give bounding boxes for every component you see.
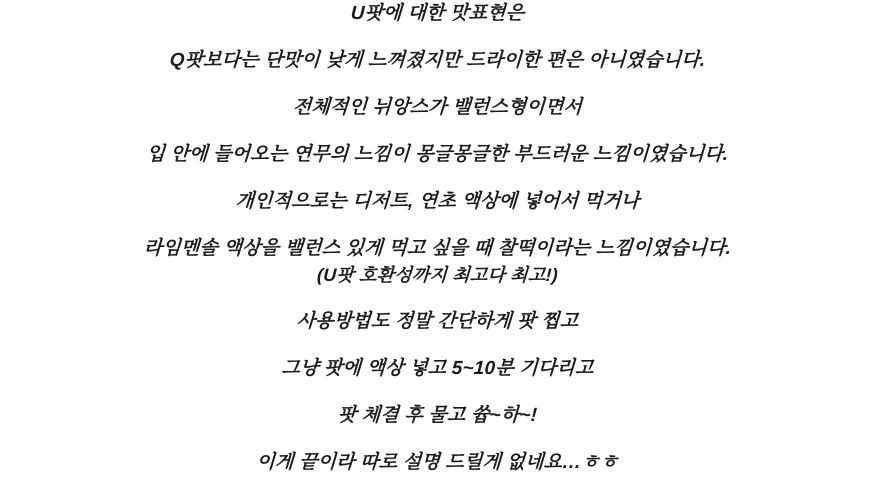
text-line-11: 이게 끝이라 따로 설명 드릴게 없네요…ㅎㅎ: [255, 452, 620, 473]
text-line-2: Q팟보다는 단맛이 낮게 느껴졌지만 드라이한 편은 아니였습니다.: [169, 50, 706, 71]
text-line-9: 그냥 팟에 액상 넣고 5~10분 기다리고: [280, 358, 595, 379]
text-line-10: 팟 체결 후 물고 쓥~하~!: [337, 405, 538, 426]
text-line-3: 전체적인 뉘앙스가 밸런스형이면서: [292, 97, 583, 118]
text-line-4: 입 안에 들어오는 연무의 느낌이 몽글몽글한 부드러운 느낌이였습니다.: [145, 144, 730, 165]
text-line-5: 개인적으로는 디저트, 연초 액상에 넣어서 먹거나: [234, 191, 641, 212]
text-line-8: 사용방법도 정말 간단하게 팟 찝고: [296, 311, 579, 332]
text-line-6: 라임멘솔 액상을 밸런스 있게 먹고 싶을 때 찰떡이라는 느낌이였습니다.: [143, 238, 732, 259]
text-line-7: (U팟 호환성까지 최고다 최고!): [316, 265, 559, 285]
text-line-1: U팟에 대한 맛표현은: [350, 3, 525, 24]
